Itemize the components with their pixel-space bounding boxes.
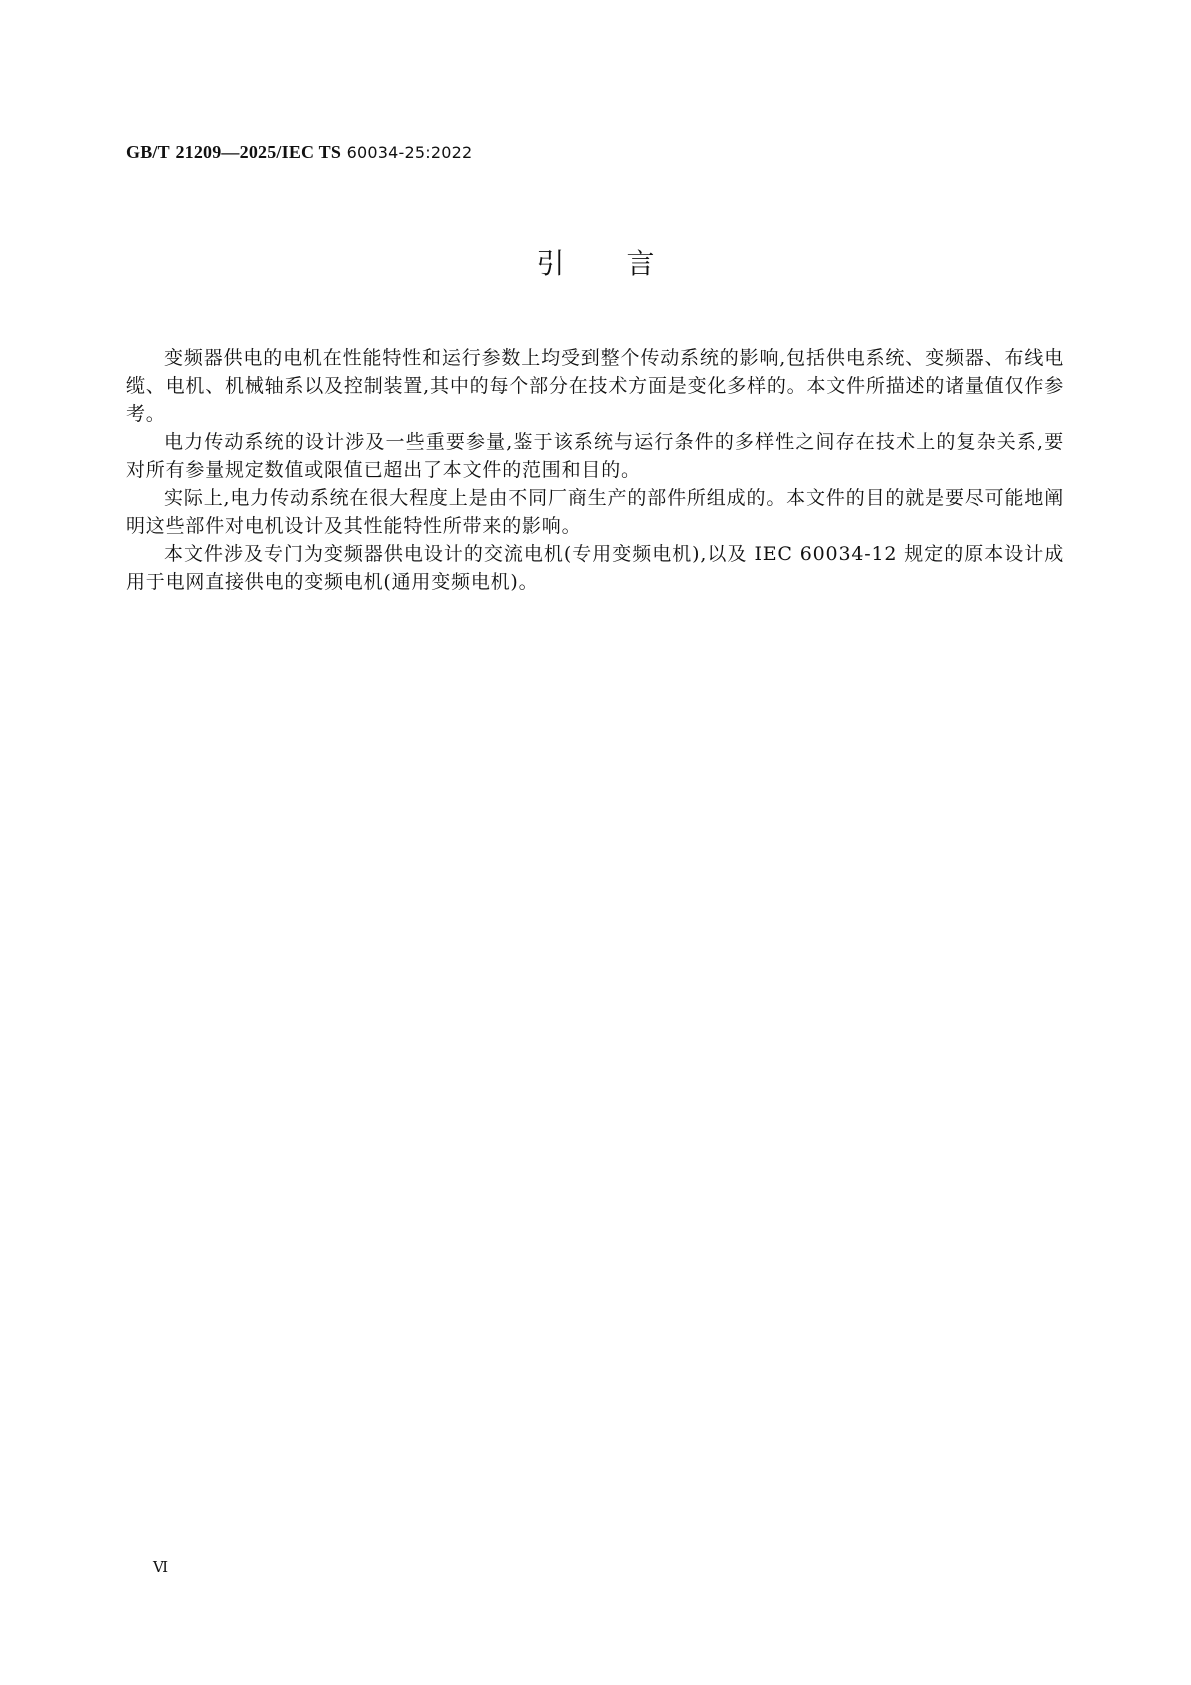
paragraph-3: 实际上,电力传动系统在很大程度上是由不同厂商生产的部件所组成的。本文件的目的就是要尽可能地阐明这些部件对电机设计及其性能特性所带来的影响。	[126, 487, 1064, 537]
paragraph-1: 变频器供电的电机在性能特性和运行参数上均受到整个传动系统的影响,包括供电系统、变频器、布线电缆、电机、机械轴系以及控制装置,其中的每个部分在技术方面是变化多样的。本文件所描述的诸量值仅作参考。	[126, 347, 1064, 425]
paragraph-2: 电力传动系统的设计涉及一些重要参量,鉴于该系统与运行条件的多样性之间存在技术上的复杂关系,要对所有参量规定数值或限值已超出了本文件的范围和目的。	[126, 431, 1064, 481]
iec-number: 60034-25:2022	[346, 143, 473, 162]
page-title	[0, 247, 1191, 281]
title-char-2: 言	[626, 247, 655, 280]
title-char-1: 引	[536, 247, 565, 280]
paragraph-4: 本文件涉及专门为变频器供电设计的交流电机(专用变频电机),以及 IEC 60034-12 规定的原本设计成用于电网直接供电的变频电机(通用变频电机)。	[126, 543, 1064, 593]
introduction-body	[126, 344, 1064, 596]
standard-number: 21209—2025/IEC TS	[175, 142, 342, 162]
page-number: Ⅵ	[153, 1558, 169, 1576]
standard-number-header	[126, 142, 472, 163]
standard-prefix: GB/T	[126, 142, 170, 162]
